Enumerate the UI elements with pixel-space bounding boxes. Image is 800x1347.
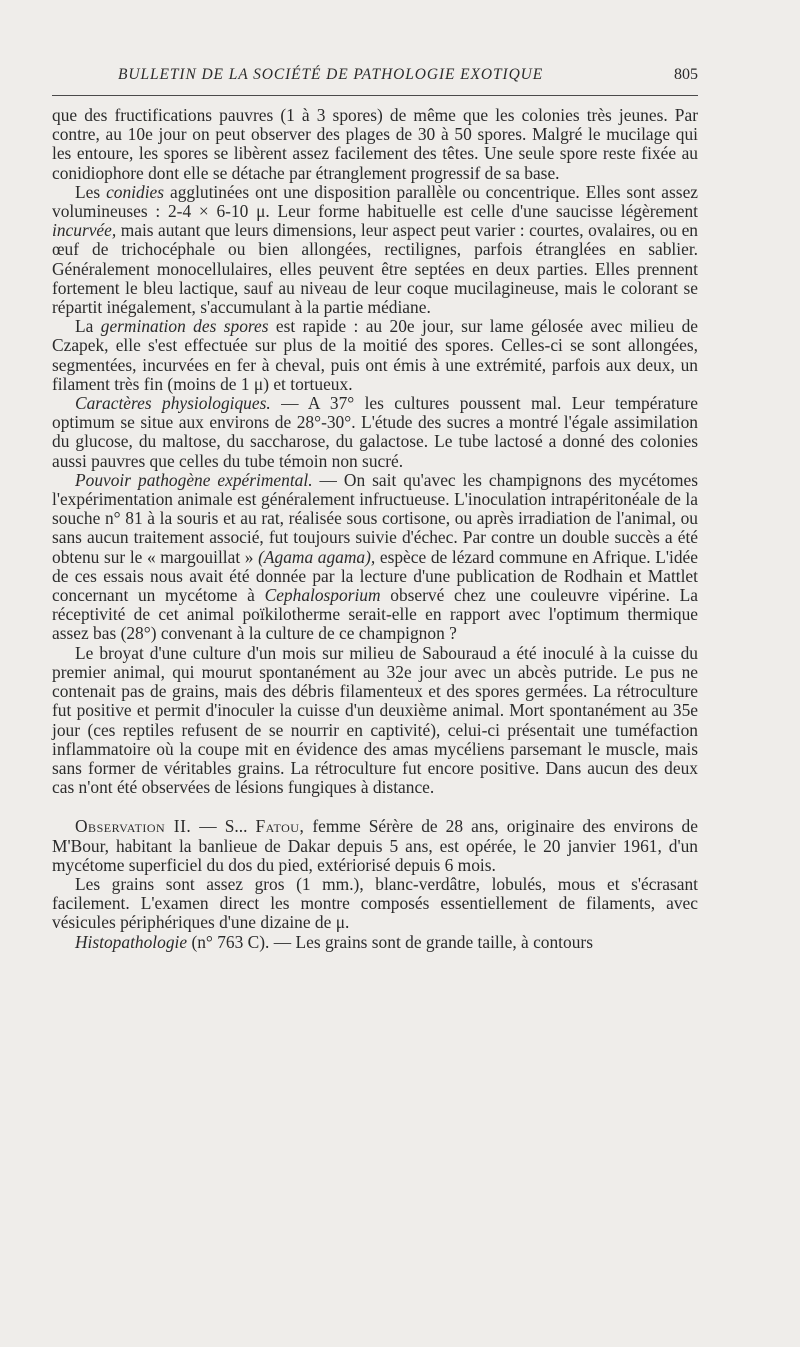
paragraph-text: agglutinées ont une disposition parallèle ou concentrique. Elles sont assez volumineuses : 2-4 × 6-10 μ. Leur forme habituelle est celle d'une saucisse légèrement (52, 181, 699, 222)
page-number: 805 (674, 66, 698, 83)
header-rule (52, 95, 698, 96)
paragraph-text: (n° 763 C). — Les grains sont de grande taille, à contours (191, 931, 593, 952)
paragraph-fructifications (52, 106, 698, 183)
paragraph-text: Les grains sont assez gros (1 mm.), blanc-verdâtre, lobulés, mous et s'écrasant facilement. L'examen direct les montre composés essentiellement de filaments, avec vésicules périphériques d'une dizaine de μ. (52, 873, 698, 933)
paragraph-text: mais autant que leurs dimensions, leur aspect peut varier : courtes, ovalaires, ou en œuf de trichocéphale ou bien allongées, rectilignes, parfois étranglées en sablier. Généralement monocellulaires, elles peuvent être septées en deux parties. Elles prennent fortement le bleu lactique, sauf au niveau de leur coque mucilagineuse, mais le colorant se répartit inégalement, s'accumulant à la partie médiane. (52, 220, 698, 318)
paragraph-histopathologie (52, 933, 698, 952)
paragraph-text: femme Sérère de 28 ans, originaire des environs de M'Bour, habitant la banlieue de Dakar depuis 5 ans, est opérée, le 20 janvier 1961, d'un mycétome superficiel du dos du pied, extériorisé depuis 6 mois. (52, 816, 698, 875)
section-heading: Histopathologie (75, 931, 188, 952)
running-header (52, 66, 698, 96)
paragraph-conidies (52, 183, 698, 317)
body-text (52, 106, 698, 952)
italic-term: conidies (106, 181, 165, 202)
paragraph-observation (52, 817, 698, 875)
paragraph-text: — On sait qu'avec les champignons des mycétomes l'expérimentation animale est généralement infructueuse. L'inoculation intrapéritonéale de la souche n° 81 à la souris et au rat, réalisée sous cortisone, ou après irradiation de l'animal, ou sans aucun traitement associé, fut toujours suivie d'échec. Par contre un double succès a été obtenu sur le « margouillat » (52, 469, 698, 567)
italic-term: incurvée, (52, 220, 117, 241)
running-title: BULLETIN DE LA SOCIÉTÉ DE PATHOLOGIE EXOTIQUE (118, 66, 544, 83)
paragraph-text: La (75, 316, 94, 337)
paragraph-text: que des fructifications pauvres (1 à 3 spores) de même que les colonies très jeunes. Par contre, au 10e jour on peut observer des plages de 30 à 50 spores. Malgré le mucilage qui les entoure, les spores se libèrent assez facilement des têtes. Une seule spore reste fixée au conidiophore dont elle se détache par étranglement progressif de sa base. (52, 105, 698, 183)
paragraph-text: Les (75, 181, 101, 202)
paragraph-text: Le broyat d'une culture d'un mois sur milieu de Sabouraud a été inoculé à la cuisse du premier animal, qui mourut spontanément au 32e jour avec un abcès putride. Le pus ne contenait pas de grains, mais des débris filamenteux et des spores germées. La rétroculture fut positive et permit d'inoculer la cuisse d'un deuxième animal. Mort spontanément au 35e jour (ces reptiles refusent de se nourrir en captivité), celui-ci présentait une tuméfaction inflammatoire où la coupe mit en évidence des amas mycéliens parsemant le muscle, mais sans former de véritables grains. La rétroculture fut encore positive. Dans aucun des deux cas n'ont été observées de lésions fungiques à distance. (52, 642, 698, 798)
paragraph-broyat (52, 644, 698, 798)
section-heading: Pouvoir pathogène expérimental. (75, 469, 313, 490)
paragraph-text: est rapide : au 20e jour, sur lame gélosée avec milieu de Czapek, elle s'est effectuée sur plus de la moitié des spores. Celles-ci se sont allongées, segmentées, incurvées en fer à cheval, puis ont émis à une extrémité, parfois aux deux, un filament très fin (moins de 1 μ) et tortueux. (52, 316, 698, 394)
italic-term: germination des spores (100, 316, 269, 337)
paragraph-grains (52, 875, 698, 933)
observation-label: Observation II. (75, 816, 192, 837)
paragraph-physiologiques (52, 394, 698, 471)
paragraph-text: observé chez une couleuvre vipérine. La réceptivité de cet animal poïkilotherme serait-elle en rapport avec l'optimum thermique assez bas (28°) convenant à la culture de ce champignon ? (52, 585, 698, 644)
paragraph-text: espèce de lézard commune en Afrique. L'idée de ces essais nous avait été donnée par la lecture d'une publication de Rodhain et Mattlet concernant un mycétome à (52, 546, 698, 606)
italic-term: Cephalosporium (264, 585, 381, 606)
paragraph-germination (52, 317, 698, 394)
paragraph-text: — S... (199, 816, 248, 837)
section-heading: Caractères physiologiques. (75, 393, 271, 414)
patient-name: Fatou, (255, 816, 305, 837)
italic-term: (Agama agama), (258, 546, 376, 567)
paragraph-pathogene (52, 471, 698, 644)
paragraph-text: — A 37° les cultures poussent mal. Leur température optimum se situe aux environs de 28°-30°. L'étude des sucres a montré l'égale assimilation du glucose, du maltose, du saccharose, du galactose. Le tube lactosé a donné des colonies aussi pauvres que celles du tube témoin non sucré. (52, 393, 699, 471)
